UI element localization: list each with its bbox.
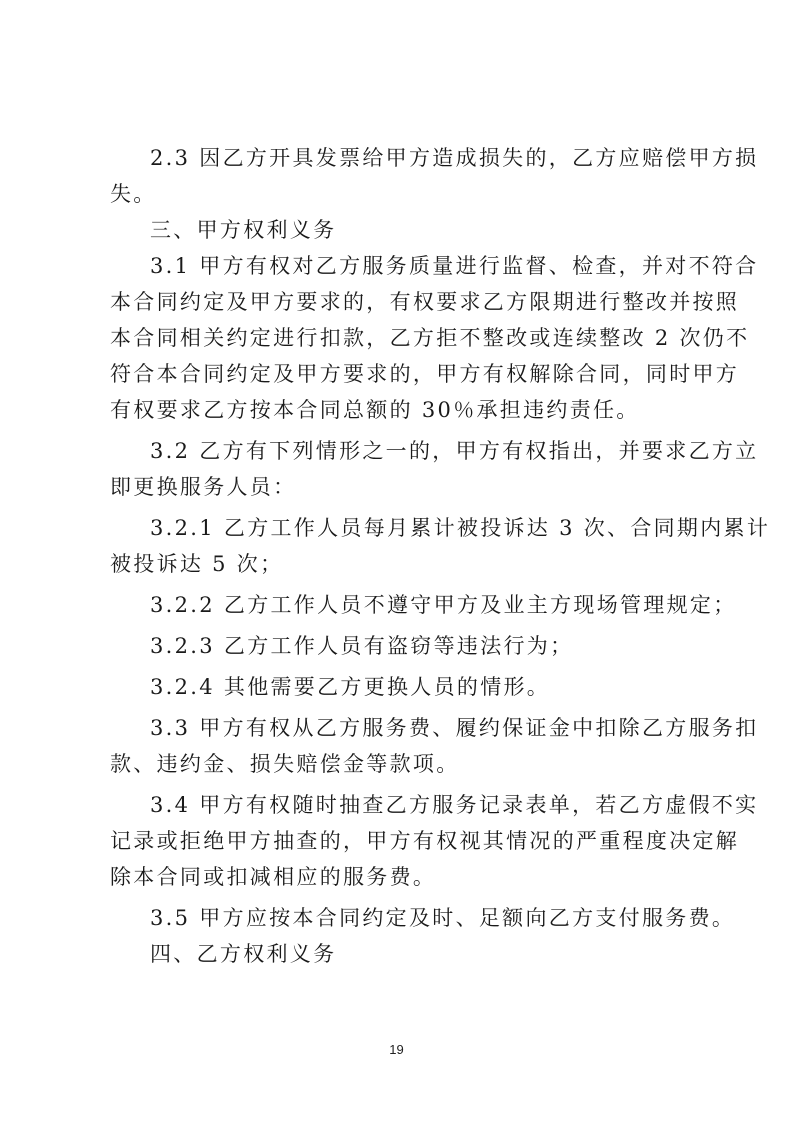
text-line-clause-2-3: 2.3 因乙方开具发票给甲方造成损失的，乙方应赔偿甲方损 bbox=[150, 146, 759, 170]
text-line-clause-3-1-cont-1: 本合同约定及甲方要求的，有权要求乙方限期进行整改并按照 bbox=[110, 290, 740, 314]
section-heading-party-b: 四、乙方权利义务 bbox=[150, 942, 337, 966]
page-number: 19 bbox=[389, 1042, 404, 1057]
text-line-clause-3-2: 3.2 乙方有下列情形之一的，甲方有权指出，并要求乙方立 bbox=[150, 439, 759, 463]
text-line-clause-3-2-1-cont: 被投诉达 5 次； bbox=[110, 552, 284, 576]
section-heading-party-a: 三、甲方权利义务 bbox=[150, 218, 337, 242]
text-line-clause-3-5: 3.5 甲方应按本合同约定及时、足额向乙方支付服务费。 bbox=[150, 906, 736, 930]
text-line-clause-3-2-4: 3.2.4 其他需要乙方更换人员的情形。 bbox=[150, 675, 551, 699]
text-line-clause-3-2-2: 3.2.2 乙方工作人员不遵守甲方及业主方现场管理规定； bbox=[150, 593, 737, 617]
text-line-clause-3-1-cont-4: 有权要求乙方按本合同总额的 30％承担违约责任。 bbox=[110, 398, 640, 422]
text-line-clause-2-3-cont: 失。 bbox=[110, 182, 157, 206]
text-line-clause-3-1: 3.1 甲方有权对乙方服务质量进行监督、检查，并对不符合 bbox=[150, 254, 759, 278]
text-line-clause-3-3-cont: 款、违约金、损失赔偿金等款项。 bbox=[110, 752, 460, 776]
text-line-clause-3-4-cont-2: 除本合同或扣减相应的服务费。 bbox=[110, 865, 437, 889]
text-line-clause-3-4: 3.4 甲方有权随时抽查乙方服务记录表单，若乙方虚假不实 bbox=[150, 793, 759, 817]
text-line-clause-3-2-cont: 即更换服务人员： bbox=[110, 475, 297, 499]
text-line-clause-3-1-cont-2: 本合同相关约定进行扣款，乙方拒不整改或连续整改 2 次仍不 bbox=[110, 326, 750, 350]
text-line-clause-3-1-cont-3: 符合本合同约定及甲方要求的，甲方有权解除合同，同时甲方 bbox=[110, 362, 740, 386]
text-line-clause-3-2-1: 3.2.1 乙方工作人员每月累计被投诉达 3 次、合同期内累计 bbox=[150, 516, 771, 540]
text-line-clause-3-2-3: 3.2.3 乙方工作人员有盗窃等违法行为； bbox=[150, 634, 574, 658]
text-line-clause-3-4-cont-1: 记录或拒绝甲方抽查的，甲方有权视其情况的严重程度决定解 bbox=[110, 829, 740, 853]
text-line-clause-3-3: 3.3 甲方有权从乙方服务费、履约保证金中扣除乙方服务扣 bbox=[150, 716, 759, 740]
